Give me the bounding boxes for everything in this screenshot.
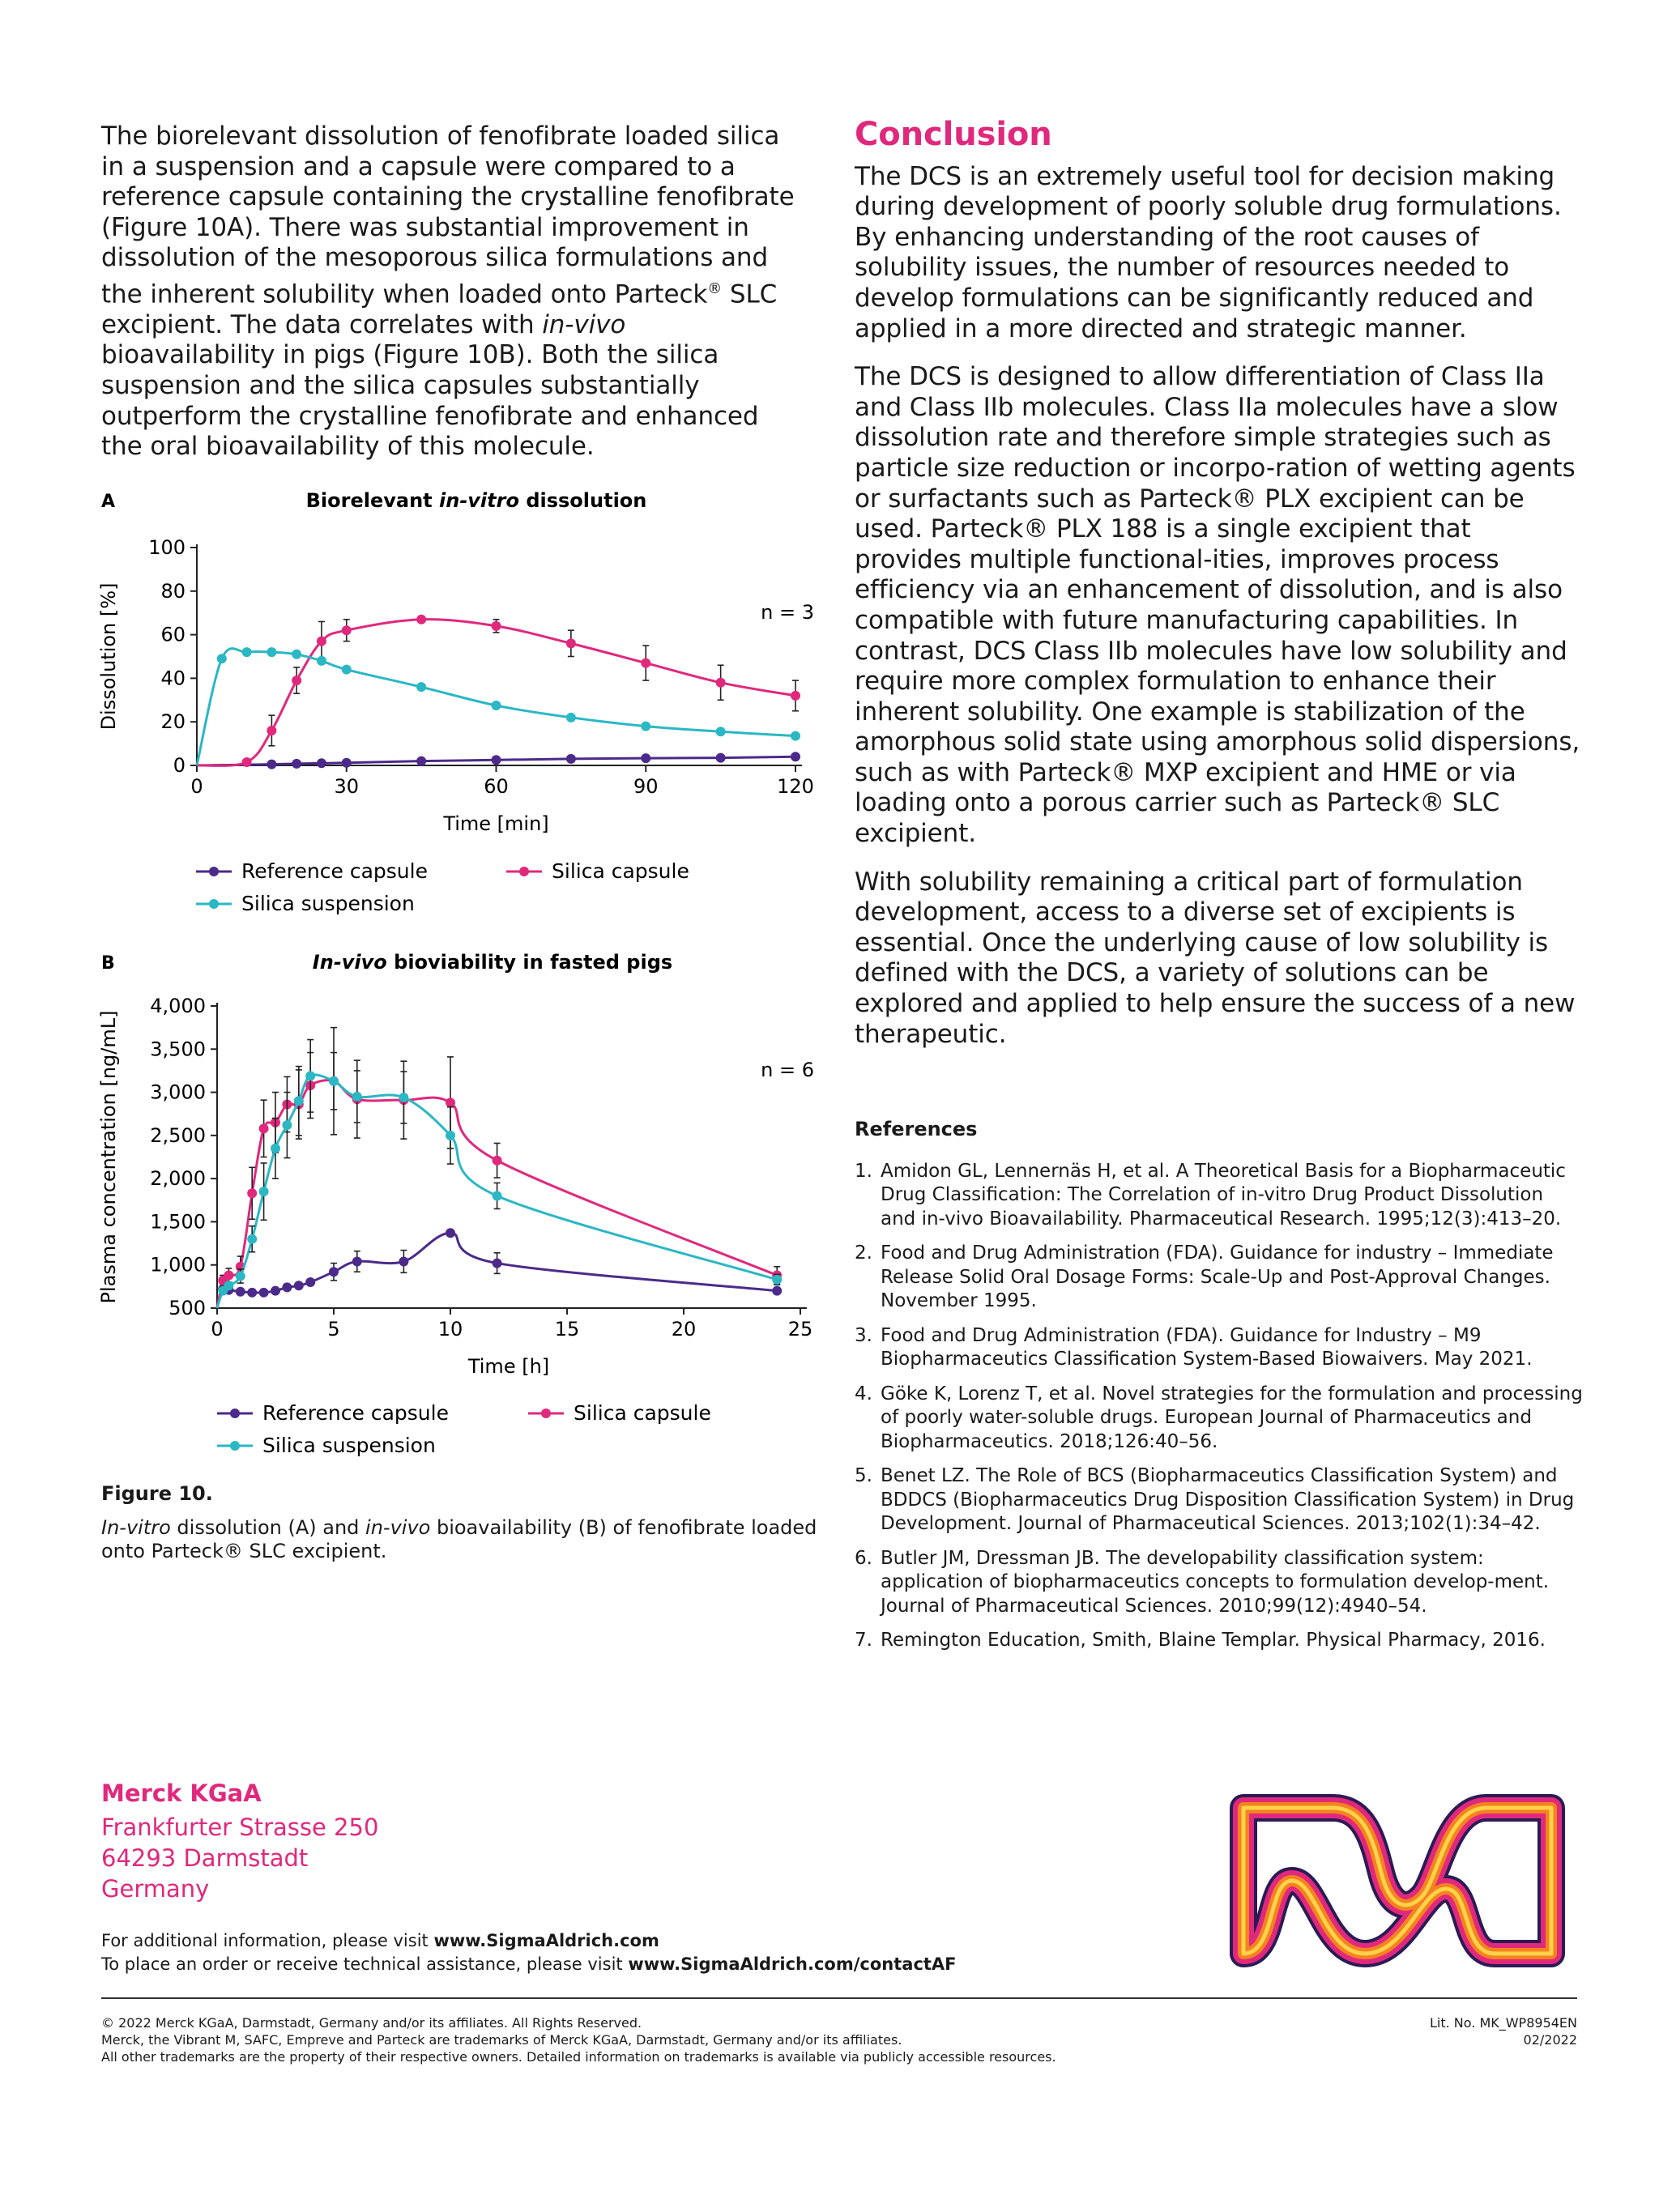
data-point xyxy=(493,1156,502,1166)
y-tick-label: 20 xyxy=(160,710,186,734)
y-tick-label: 0 xyxy=(173,754,186,777)
data-point xyxy=(342,758,352,768)
y-tick-label: 100 xyxy=(148,536,186,559)
reference-item xyxy=(855,1464,1584,1536)
reference-number: 5. xyxy=(855,1465,872,1486)
data-point xyxy=(242,757,252,767)
legend-marker xyxy=(541,1409,551,1418)
website-link[interactable]: www.SigmaAldrich.com xyxy=(433,1931,659,1950)
legend-marker xyxy=(230,1441,240,1451)
data-point xyxy=(294,1096,304,1106)
legend-marker xyxy=(519,867,529,876)
data-point xyxy=(317,637,326,646)
data-point xyxy=(772,1286,782,1296)
data-point xyxy=(716,678,726,688)
data-point xyxy=(329,1076,339,1086)
x-tick-label: 90 xyxy=(633,775,659,798)
address-line-1: Frankfurter Strasse 250 xyxy=(101,1813,379,1841)
address-line-2: 64293 Darmstadt xyxy=(101,1844,309,1872)
intro-italic: in-vivo xyxy=(542,309,626,339)
reference-text: Butler JM, Dressman JB. The developability classification system: application of biopharmaceutics concepts to formulation develop-ment. Journal of Pharmaceutical Sciences. 2010;99(12):4940–54. xyxy=(881,1547,1550,1617)
data-point xyxy=(791,691,800,701)
x-tick-label: 5 xyxy=(327,1318,340,1340)
y-tick-label: 80 xyxy=(160,579,186,603)
y-tick-label: 2,000 xyxy=(150,1167,206,1191)
data-point xyxy=(641,722,650,731)
data-point xyxy=(259,1288,269,1298)
reference-number: 1. xyxy=(855,1160,872,1182)
data-point xyxy=(259,1123,269,1133)
data-point xyxy=(493,1191,502,1200)
data-point xyxy=(282,1120,292,1130)
data-point xyxy=(271,1286,280,1296)
y-tick-label: 4,000 xyxy=(150,995,206,1017)
merck-logo xyxy=(1227,1792,1567,1970)
y-axis-label: Dissolution [%] xyxy=(97,582,120,731)
x-tick-label: 20 xyxy=(671,1318,697,1340)
chart-title xyxy=(306,489,647,512)
contact-info xyxy=(101,1929,957,1976)
data-point xyxy=(342,665,352,675)
data-point xyxy=(791,752,800,761)
reference-number: 7. xyxy=(855,1630,872,1651)
y-tick-label: 1,000 xyxy=(150,1253,206,1276)
data-point xyxy=(416,682,426,692)
chart-a-dissolution xyxy=(81,486,842,931)
data-point xyxy=(292,650,301,659)
data-point xyxy=(716,727,726,736)
legal-line-1: © 2022 Merck KGaA, Darmstadt, Germany and/or its affiliates. All Rights Reserved. xyxy=(101,2015,642,2031)
y-tick-label: 40 xyxy=(160,667,186,690)
data-point xyxy=(493,1259,502,1268)
data-point xyxy=(492,621,501,631)
conclusion-paragraph-1: The DCS is an extremely useful tool for decision making during development of poorly soluble drug formulations. By enhancing understanding of the root causes of solubility issues, the number of resources needed to develop formulations can be significantly reduced and applied in a more directed and strategic manner. xyxy=(855,161,1562,343)
data-point xyxy=(247,1234,257,1244)
legal-line-3: All other trademarks are the property of their respective owners. Detailed information on trademarks is available via publicly accessible resources. xyxy=(101,2049,1056,2065)
y-tick-label: 2,500 xyxy=(150,1123,206,1147)
data-point xyxy=(267,647,276,657)
reference-text: Food and Drug Administration (FDA). Guidance for Industry – M9 Biopharmaceutics Classification System-Based Biowaivers. May 2021. xyxy=(881,1324,1533,1370)
reference-item xyxy=(855,1383,1584,1455)
reference-number: 6. xyxy=(855,1547,872,1569)
reference-text: Göke K, Lorenz T, et al. Novel strategies for the formulation and processing of poorly water-soluble drugs. European Journal of Pharmaceutics and Biopharmaceutics. 2018;126:40–56. xyxy=(881,1383,1583,1452)
x-axis-label: Time [h] xyxy=(467,1355,550,1378)
caption-text-2: bioavailability (B) of fenofibrate loaded onto Parteck® SLC excipient. xyxy=(101,1516,817,1562)
conclusion-paragraph-2: The DCS is designed to allow differentiation of Class IIa and Class IIb molecules. Class IIa molecules have a slow dissolution rate and therefore simple strategies such as particle size reduction or incorpo-ration of wetting agents or surfactants such as Parteck® PLX excipient can be used. Parteck® PLX 188 is a single excipient that provides multiple functional-ities, improves process efficiency via an enhancement of dissolution, and is also compatible with future manufacturing capabilities. In contrast, DCS Class IIb molecules have low solubility and require more complex formulation to enhance their inherent solubility. One example is stabilization of the amorphous solid state using amorphous solid dispersions, such as with Parteck® MXP excipient and HME or via loading onto a porous carrier such as Parteck® SLC excipient. xyxy=(855,362,1580,849)
chart-title-italic: in-vitro xyxy=(439,489,519,512)
legend-label: Silica capsule xyxy=(574,1401,711,1425)
data-point xyxy=(641,658,650,668)
legend-label: Reference capsule xyxy=(241,859,428,883)
chart-panel-label: A xyxy=(101,492,116,512)
lit-date: 02/2022 xyxy=(1523,2032,1577,2048)
caption-text-1: dissolution (A) and xyxy=(170,1516,366,1539)
reference-item xyxy=(855,1242,1584,1314)
data-point xyxy=(317,656,326,666)
x-tick-label: 15 xyxy=(554,1318,580,1340)
chart-annotation: n = 6 xyxy=(761,1059,814,1081)
chart-b-bioavailability xyxy=(81,948,842,1474)
conclusion-title: Conclusion xyxy=(855,116,1052,153)
data-point xyxy=(566,713,576,722)
conclusion-section xyxy=(855,116,1584,1068)
reference-item xyxy=(855,1160,1584,1232)
data-point xyxy=(492,755,501,765)
references-list xyxy=(855,1160,1584,1653)
x-tick-label: 30 xyxy=(334,775,360,798)
data-point xyxy=(566,754,576,764)
y-tick-label: 500 xyxy=(168,1297,206,1319)
data-point xyxy=(282,1282,292,1292)
data-point xyxy=(292,759,301,769)
reference-number: 4. xyxy=(855,1383,872,1404)
data-point xyxy=(492,701,501,710)
data-point xyxy=(259,1187,269,1196)
x-tick-label: 25 xyxy=(787,1318,813,1340)
figure-caption-title: Figure 10. xyxy=(101,1482,213,1505)
intro-part2: SLC excipient. The data correlates with xyxy=(101,279,778,339)
legend-marker xyxy=(209,867,219,876)
reference-text: Food and Drug Administration (FDA). Guidance for industry – Immediate Release Solid Oral Dosage Forms: Scale-Up and Post-Approval Changes. November 1995. xyxy=(881,1242,1554,1311)
data-point xyxy=(224,1271,233,1281)
data-point xyxy=(247,1188,257,1198)
intro-part1: The biorelevant dissolution of fenofibrate loaded silica in a suspension and a capsule were compared to a reference capsule containing the crystalline fenofibrate (Figure 10A). There was substantial improvement in dissolution of the mesoporous silica formulations and the inherent solubility when loaded onto Parteck xyxy=(101,121,795,309)
data-point xyxy=(294,1281,304,1290)
series-line-1 xyxy=(197,620,795,766)
y-tick-label: 1,500 xyxy=(150,1210,206,1234)
reference-text: Amidon GL, Lennernäs H, et al. A Theoretical Basis for a Biopharmaceutic Drug Classification: The Correlation of in-vitro Drug Product Dissolution and in-vivo Bioavailability. Pharmaceutical Research. 1995;12(3):413–20. xyxy=(881,1160,1566,1230)
legal-notice xyxy=(101,2014,1056,2065)
data-point xyxy=(416,757,426,766)
legend-label: Reference capsule xyxy=(262,1401,449,1425)
data-point xyxy=(641,753,650,763)
chart-annotation: n = 3 xyxy=(761,601,814,624)
data-point xyxy=(292,676,301,685)
data-point xyxy=(416,615,426,624)
legend-marker xyxy=(209,899,219,909)
x-axis-label: Time [min] xyxy=(443,812,549,835)
data-point xyxy=(217,654,227,663)
data-point xyxy=(399,1093,408,1102)
x-tick-label: 0 xyxy=(190,775,203,798)
literature-number xyxy=(1430,2014,1577,2048)
x-tick-label: 10 xyxy=(437,1318,463,1340)
references-section xyxy=(855,1118,1584,1664)
legend-label: Silica suspension xyxy=(262,1434,436,1457)
chart-title-suffix: dissolution xyxy=(518,489,647,512)
chart-title xyxy=(313,951,672,974)
data-point xyxy=(329,1267,339,1276)
chart-title-prefix: Biorelevant xyxy=(305,489,440,512)
company-name: Merck KGaA xyxy=(101,1779,262,1807)
data-point xyxy=(236,1272,245,1281)
legend-label: Silica capsule xyxy=(552,859,689,883)
data-point xyxy=(224,1281,233,1290)
reference-text: Benet LZ. The Role of BCS (Biopharmaceutics Classification System) and BDDCS (Biopharmaceutics Drug Disposition Classification System) in Drug Development. Journal of Pharmaceutical Sciences. 2013;102(1):34–42. xyxy=(881,1465,1575,1534)
data-point xyxy=(352,1092,362,1102)
x-tick-label: 120 xyxy=(777,775,814,798)
legal-line-2: Merck, the Vibrant M, SAFC, Empreve and Parteck are trademarks of Merck KGaA, Darmstadt, Germany and/or its affiliates. xyxy=(101,2032,902,2048)
y-axis-label: Plasma concentration [ng/mL] xyxy=(97,1010,120,1304)
chart-panel-label: B xyxy=(101,953,115,974)
data-point xyxy=(317,758,326,768)
data-point xyxy=(342,625,352,635)
data-point xyxy=(236,1287,245,1297)
data-point xyxy=(446,1228,455,1238)
data-point xyxy=(267,760,276,769)
data-point xyxy=(305,1071,315,1080)
data-point xyxy=(352,1256,362,1266)
x-tick-label: 60 xyxy=(484,775,509,798)
data-point xyxy=(791,731,800,741)
intro-paragraph: The biorelevant dissolution of fenofibrate loaded silica in a suspension and a capsule were compared to a reference capsule containing the crystalline fenofibrate (Figure 10A). There was substantial improvement in dissolution of the mesoporous silica formulations and the inherent solubility when loaded onto Parteck® SLC excipient. The data correlates with in-vivo bioavailability in pigs (Figure 10B). Both the silica suspension and the silica capsules substantially outperform the crystalline fenofibrate and enhanced the oral bioavailability of this molecule. xyxy=(101,121,795,462)
legend-marker xyxy=(230,1409,240,1418)
reference-item xyxy=(855,1324,1584,1372)
conclusion-paragraph-3: With solubility remaining a critical part of formulation development, access to a diverse set of excipients is essential. Once the underlying cause of low solubility is defined with the DCS, a variety of solutions can be explored and applied to help ensure the success of a new therapeutic. xyxy=(855,867,1576,1049)
intro-part3: bioavailability in pigs (Figure 10B). Both the silica suspension and the silica capsules substantially outperform the crystalline fenofibrate and enhanced the oral bioavailability of this molecule. xyxy=(101,340,759,462)
company-address xyxy=(101,1812,378,1904)
y-tick-label: 3,000 xyxy=(150,1080,206,1104)
data-point xyxy=(716,753,726,763)
chart-title-italic: In-vivo xyxy=(312,951,387,974)
caption-italic-2: in-vivo xyxy=(365,1516,431,1539)
reference-text: Remington Education, Smith, Blaine Templar. Physical Pharmacy, 2016. xyxy=(881,1630,1546,1651)
contact-link[interactable]: www.SigmaAldrich.com/contactAF xyxy=(628,1954,957,1974)
legend-label: Silica suspension xyxy=(241,892,415,915)
caption-italic-1: In-vitro xyxy=(101,1516,171,1539)
lit-number: Lit. No. MK_WP8954EN xyxy=(1429,2015,1577,2031)
figure-caption xyxy=(101,1516,830,1563)
y-tick-label: 60 xyxy=(160,623,186,646)
address-line-3: Germany xyxy=(101,1875,210,1903)
reference-number: 3. xyxy=(855,1324,872,1346)
data-point xyxy=(242,647,252,657)
data-point xyxy=(267,726,276,735)
data-point xyxy=(446,1131,455,1140)
reference-item xyxy=(855,1547,1584,1619)
x-tick-label: 0 xyxy=(211,1318,224,1340)
reference-number: 2. xyxy=(855,1242,872,1264)
data-point xyxy=(772,1275,782,1285)
y-tick-label: 3,500 xyxy=(150,1038,206,1061)
references-title: References xyxy=(855,1118,978,1140)
info-text-2: To place an order or receive technical assistance, please visit xyxy=(101,1954,629,1974)
chart-title-suffix: bioviability in fasted pigs xyxy=(386,951,673,974)
data-point xyxy=(566,638,576,648)
data-point xyxy=(446,1097,455,1107)
data-point xyxy=(399,1256,408,1266)
data-point xyxy=(247,1288,257,1298)
data-point xyxy=(305,1277,315,1287)
data-point xyxy=(271,1144,280,1153)
info-text-1: For additional information, please visit xyxy=(101,1931,434,1950)
footer-divider xyxy=(101,1997,1577,1999)
reference-item xyxy=(855,1629,1584,1653)
